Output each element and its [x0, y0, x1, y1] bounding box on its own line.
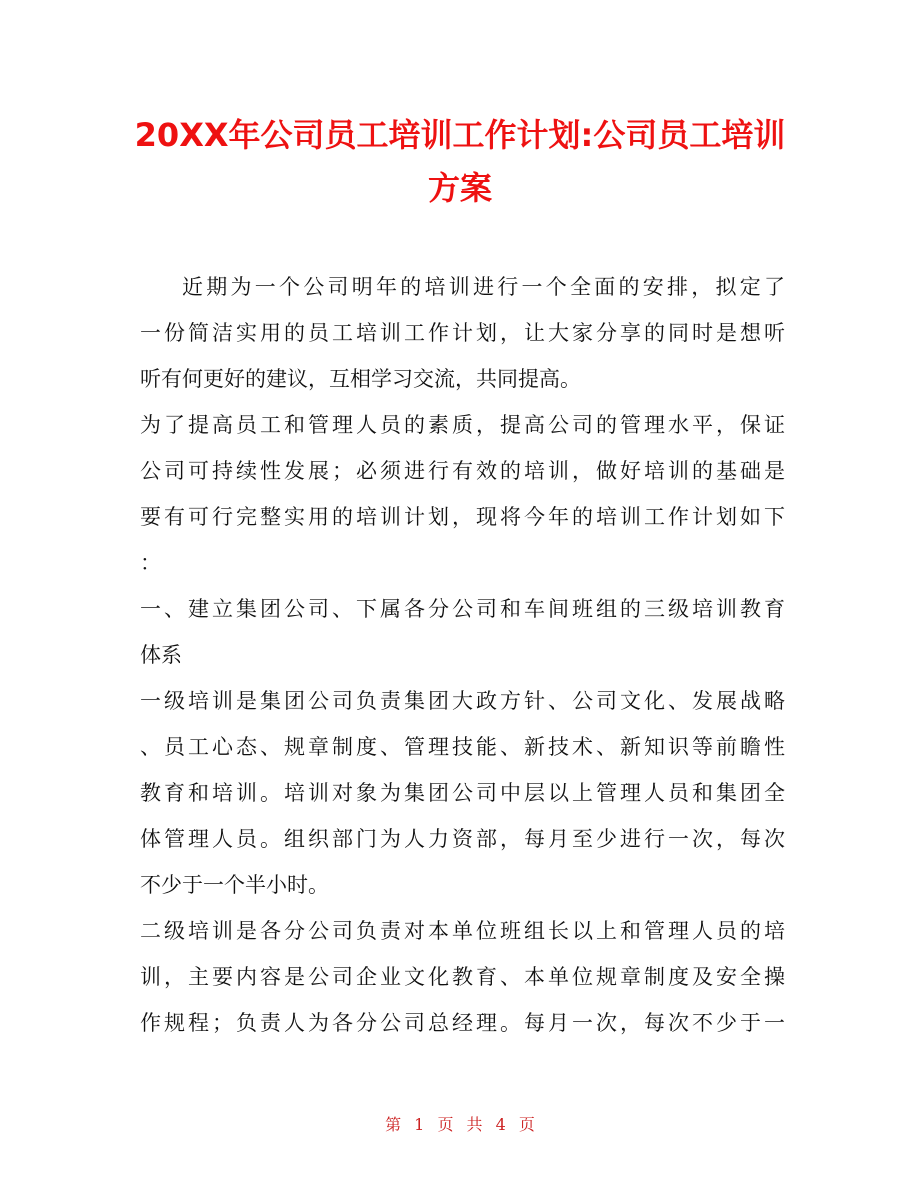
body-line: 一份简洁实用的员工培训工作计划，让大家分享的同时是想听	[140, 321, 785, 345]
body-line: 要有可行完整实用的培训计划，现将今年的培训工作计划如下	[140, 505, 785, 529]
body-line: 体系	[140, 643, 182, 667]
body-line: 教育和培训。培训对象为集团公司中层以上管理人员和集团全	[140, 781, 785, 805]
body-line: 训，主要内容是公司企业文化教育、本单位规章制度及安全操	[140, 965, 785, 989]
document-title-line-2: 方案	[427, 169, 492, 207]
body-line: 近期为一个公司明年的培训进行一个全面的安排，拟定了	[182, 275, 785, 299]
body-line: 作规程；负责人为各分公司总经理。每月一次，每次不少于一	[140, 1011, 785, 1035]
body-line: 、员工心态、规章制度、管理技能、新技术、新知识等前瞻性	[140, 735, 785, 759]
body-line: 二级培训是各分公司负责对本单位班组长以上和管理人员的培	[140, 919, 785, 943]
body-line: 为了提高员工和管理人员的素质，提高公司的管理水平，保证	[140, 413, 785, 437]
page-number-footer: 第 1 页 共 4 页	[385, 1115, 535, 1134]
body-line: ：	[140, 551, 161, 575]
body-line: 公司可持续性发展；必须进行有效的培训，做好培训的基础是	[140, 459, 785, 483]
document-title-line-1: 20XX年公司员工培训工作计划:公司员工培训	[134, 116, 786, 154]
body-line: 一、建立集团公司、下属各分公司和车间班组的三级培训教育	[140, 597, 785, 621]
body-line: 听有何更好的建议，互相学习交流，共同提高。	[140, 367, 581, 391]
body-line: 一级培训是集团公司负责集团大政方针、公司文化、发展战略	[140, 689, 785, 713]
body-line: 不少于一个半小时。	[140, 873, 329, 897]
body-line: 体管理人员。组织部门为人力资部，每月至少进行一次，每次	[140, 827, 785, 851]
